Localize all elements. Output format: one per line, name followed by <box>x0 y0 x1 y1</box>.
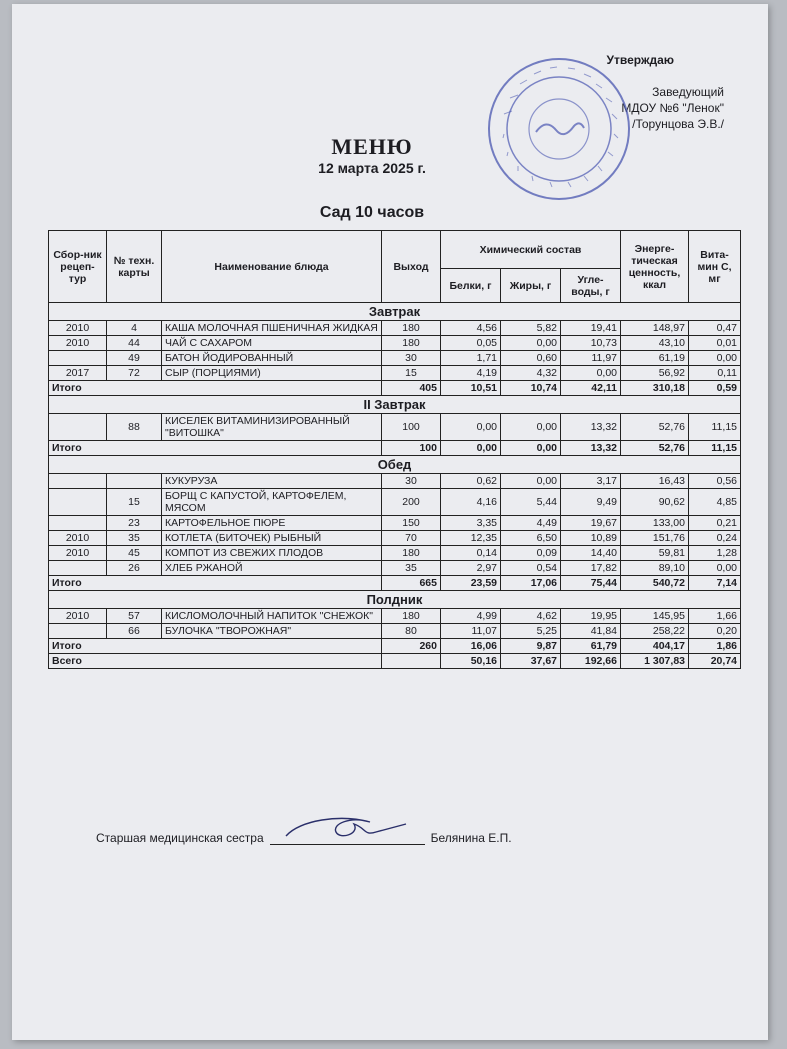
cell-fat: 0,60 <box>501 351 561 366</box>
section-header-row <box>49 456 741 474</box>
cell-dish-name: ХЛЕБ РЖАНОЙ <box>162 561 382 576</box>
col-name: Наименование блюда <box>162 231 382 303</box>
cell-protein: 0,05 <box>441 336 501 351</box>
section-title: Полдник <box>49 591 741 609</box>
cell-output: 70 <box>382 531 441 546</box>
total-label: Итого <box>49 576 382 591</box>
col-vitc: Вита-мин С, мг <box>689 231 741 303</box>
cell-output: 100 <box>382 414 441 441</box>
total-carb: 61,79 <box>561 639 621 654</box>
menu-document <box>12 4 768 1040</box>
cell-vitc: 0,21 <box>689 516 741 531</box>
cell-energy: 90,62 <box>621 489 689 516</box>
total-output: 260 <box>382 639 441 654</box>
section-header-row <box>49 396 741 414</box>
cell-fat: 0,00 <box>501 414 561 441</box>
cell-protein: 11,07 <box>441 624 501 639</box>
cell-output: 80 <box>382 624 441 639</box>
cell-source <box>49 489 107 516</box>
cell-fat: 0,54 <box>501 561 561 576</box>
cell-card: 44 <box>107 336 162 351</box>
total-energy: 52,76 <box>621 441 689 456</box>
total-fat: 17,06 <box>501 576 561 591</box>
total-fat: 10,74 <box>501 381 561 396</box>
total-energy: 310,18 <box>621 381 689 396</box>
cell-dish-name: БУЛОЧКА "ТВОРОЖНАЯ" <box>162 624 382 639</box>
cell-source <box>49 561 107 576</box>
total-vitc: 0,59 <box>689 381 741 396</box>
menu-date: 12 марта 2025 г. <box>318 160 426 176</box>
table-row <box>49 321 741 336</box>
total-vitc: 11,15 <box>689 441 741 456</box>
cell-dish-name: КИСЛОМОЛОЧНЫЙ НАПИТОК "СНЕЖОК" <box>162 609 382 624</box>
total-label: Итого <box>49 381 382 396</box>
cell-protein: 1,71 <box>441 351 501 366</box>
cell-source: 2017 <box>49 366 107 381</box>
cell-energy: 52,76 <box>621 414 689 441</box>
total-row <box>49 381 741 396</box>
total-label: Итого <box>49 639 382 654</box>
cell-vitc: 0,20 <box>689 624 741 639</box>
grand-total-output <box>382 654 441 669</box>
cell-output: 150 <box>382 516 441 531</box>
total-protein: 23,59 <box>441 576 501 591</box>
cell-fat: 0,00 <box>501 474 561 489</box>
total-output: 405 <box>382 381 441 396</box>
signature-role: Старшая медицинская сестра <box>96 831 264 845</box>
cell-source <box>49 414 107 441</box>
total-energy: 540,72 <box>621 576 689 591</box>
cell-carb: 41,84 <box>561 624 621 639</box>
cell-carb: 9,49 <box>561 489 621 516</box>
cell-source: 2010 <box>49 336 107 351</box>
cell-vitc: 0,56 <box>689 474 741 489</box>
cell-source: 2010 <box>49 531 107 546</box>
cell-energy: 258,22 <box>621 624 689 639</box>
table-row <box>49 546 741 561</box>
table-row <box>49 366 741 381</box>
cell-card: 88 <box>107 414 162 441</box>
cell-carb: 19,67 <box>561 516 621 531</box>
total-vitc: 7,14 <box>689 576 741 591</box>
cell-protein: 3,35 <box>441 516 501 531</box>
cell-protein: 4,99 <box>441 609 501 624</box>
cell-energy: 61,19 <box>621 351 689 366</box>
table-row <box>49 351 741 366</box>
menu-table-body <box>49 303 741 669</box>
cell-protein: 0,62 <box>441 474 501 489</box>
table-row <box>49 489 741 516</box>
cell-source: 2010 <box>49 321 107 336</box>
total-energy: 404,17 <box>621 639 689 654</box>
cell-vitc: 1,66 <box>689 609 741 624</box>
cell-output: 30 <box>382 351 441 366</box>
table-row <box>49 624 741 639</box>
cell-card <box>107 474 162 489</box>
cell-vitc: 0,11 <box>689 366 741 381</box>
cell-vitc: 0,01 <box>689 336 741 351</box>
cell-source <box>49 474 107 489</box>
cell-energy: 133,00 <box>621 516 689 531</box>
cell-fat: 5,25 <box>501 624 561 639</box>
cell-card: 15 <box>107 489 162 516</box>
cell-card: 72 <box>107 366 162 381</box>
cell-fat: 4,32 <box>501 366 561 381</box>
cell-dish-name: КИСЕЛЕК ВИТАМИНИЗИРОВАННЫЙ "ВИТОШКА" <box>162 414 382 441</box>
total-protein: 16,06 <box>441 639 501 654</box>
cell-carb: 10,73 <box>561 336 621 351</box>
cell-output: 180 <box>382 336 441 351</box>
section-header-row <box>49 303 741 321</box>
cell-energy: 89,10 <box>621 561 689 576</box>
cell-output: 35 <box>382 561 441 576</box>
cell-energy: 16,43 <box>621 474 689 489</box>
cell-fat: 0,09 <box>501 546 561 561</box>
cell-output: 180 <box>382 609 441 624</box>
col-chem: Химический состав <box>441 231 621 269</box>
cell-output: 30 <box>382 474 441 489</box>
cell-fat: 5,44 <box>501 489 561 516</box>
signature-line <box>270 830 425 845</box>
total-vitc: 1,86 <box>689 639 741 654</box>
cell-card: 49 <box>107 351 162 366</box>
col-fat: Жиры, г <box>501 269 561 303</box>
cell-dish-name: КОМПОТ ИЗ СВЕЖИХ ПЛОДОВ <box>162 546 382 561</box>
cell-vitc: 11,15 <box>689 414 741 441</box>
cell-dish-name: ЧАЙ С САХАРОМ <box>162 336 382 351</box>
total-label: Итого <box>49 441 382 456</box>
cell-vitc: 4,85 <box>689 489 741 516</box>
menu-table <box>48 230 741 669</box>
total-protein: 10,51 <box>441 381 501 396</box>
table-row <box>49 516 741 531</box>
approval-line-org: МДОУ №6 "Ленок" <box>621 101 724 115</box>
col-card: № техн. карты <box>107 231 162 303</box>
grand-total-fat: 37,67 <box>501 654 561 669</box>
cell-energy: 59,81 <box>621 546 689 561</box>
signature-name: Белянина Е.П. <box>430 831 512 845</box>
grand-total-vitc: 20,74 <box>689 654 741 669</box>
col-source: Сбор-ник рецеп-тур <box>49 231 107 303</box>
total-row <box>49 576 741 591</box>
cell-energy: 145,95 <box>621 609 689 624</box>
grand-total-protein: 50,16 <box>441 654 501 669</box>
grand-total-label: Всего <box>49 654 382 669</box>
cell-carb: 19,95 <box>561 609 621 624</box>
total-carb: 42,11 <box>561 381 621 396</box>
cell-card: 35 <box>107 531 162 546</box>
round-stamp-icon <box>484 54 634 204</box>
menu-title: МЕНЮ <box>331 134 413 159</box>
cell-vitc: 0,00 <box>689 561 741 576</box>
approval-line-name: /Торунцова Э.В./ <box>632 117 724 131</box>
cell-fat: 4,62 <box>501 609 561 624</box>
cell-source <box>49 516 107 531</box>
cell-fat: 6,50 <box>501 531 561 546</box>
cell-card: 4 <box>107 321 162 336</box>
cell-carb: 14,40 <box>561 546 621 561</box>
cell-output: 180 <box>382 546 441 561</box>
cell-source: 2010 <box>49 609 107 624</box>
section-title: II Завтрак <box>49 396 741 414</box>
cell-carb: 13,32 <box>561 414 621 441</box>
cell-energy: 148,97 <box>621 321 689 336</box>
grand-total-carb: 192,66 <box>561 654 621 669</box>
total-carb: 13,32 <box>561 441 621 456</box>
cell-carb: 17,82 <box>561 561 621 576</box>
cell-dish-name: СЫР (ПОРЦИЯМИ) <box>162 366 382 381</box>
cell-card: 57 <box>107 609 162 624</box>
section-header-row <box>49 591 741 609</box>
col-carb: Угле-воды, г <box>561 269 621 303</box>
signature-block <box>96 830 512 845</box>
cell-protein: 4,16 <box>441 489 501 516</box>
cell-protein: 0,14 <box>441 546 501 561</box>
cell-dish-name: КУКУРУЗА <box>162 474 382 489</box>
handwritten-signature-icon <box>280 810 420 844</box>
col-energy: Энерге-тическая ценность, ккал <box>621 231 689 303</box>
total-output: 665 <box>382 576 441 591</box>
section-title: Обед <box>49 456 741 474</box>
cell-source: 2010 <box>49 546 107 561</box>
cell-protein: 4,56 <box>441 321 501 336</box>
cell-vitc: 1,28 <box>689 546 741 561</box>
cell-vitc: 0,00 <box>689 351 741 366</box>
cell-carb: 11,97 <box>561 351 621 366</box>
section-title: Завтрак <box>49 303 741 321</box>
table-row <box>49 474 741 489</box>
cell-output: 15 <box>382 366 441 381</box>
menu-subtitle: Сад 10 часов <box>319 204 425 221</box>
table-row <box>49 561 741 576</box>
approval-line-position: Заведующий <box>652 85 724 99</box>
cell-dish-name: КАША МОЛОЧНАЯ ПШЕНИЧНАЯ ЖИДКАЯ <box>162 321 382 336</box>
cell-fat: 0,00 <box>501 336 561 351</box>
table-row <box>49 336 741 351</box>
cell-dish-name: КАРТОФЕЛЬНОЕ ПЮРЕ <box>162 516 382 531</box>
total-row <box>49 441 741 456</box>
cell-card: 23 <box>107 516 162 531</box>
cell-output: 180 <box>382 321 441 336</box>
cell-output: 200 <box>382 489 441 516</box>
total-row <box>49 639 741 654</box>
grand-total-row <box>49 654 741 669</box>
cell-carb: 0,00 <box>561 366 621 381</box>
cell-dish-name: БАТОН ЙОДИРОВАННЫЙ <box>162 351 382 366</box>
cell-protein: 4,19 <box>441 366 501 381</box>
cell-fat: 4,49 <box>501 516 561 531</box>
cell-dish-name: БОРЩ С КАПУСТОЙ, КАРТОФЕЛЕМ, МЯСОМ <box>162 489 382 516</box>
total-fat: 9,87 <box>501 639 561 654</box>
total-carb: 75,44 <box>561 576 621 591</box>
total-protein: 0,00 <box>441 441 501 456</box>
col-output: Выход <box>382 231 441 303</box>
table-row <box>49 531 741 546</box>
cell-protein: 12,35 <box>441 531 501 546</box>
cell-vitc: 0,24 <box>689 531 741 546</box>
cell-energy: 56,92 <box>621 366 689 381</box>
cell-dish-name: КОТЛЕТА (БИТОЧЕК) РЫБНЫЙ <box>162 531 382 546</box>
col-protein: Белки, г <box>441 269 501 303</box>
cell-carb: 10,89 <box>561 531 621 546</box>
cell-source <box>49 624 107 639</box>
cell-vitc: 0,47 <box>689 321 741 336</box>
grand-total-energy: 1 307,83 <box>621 654 689 669</box>
cell-source <box>49 351 107 366</box>
cell-energy: 43,10 <box>621 336 689 351</box>
cell-protein: 0,00 <box>441 414 501 441</box>
total-output: 100 <box>382 441 441 456</box>
cell-carb: 19,41 <box>561 321 621 336</box>
table-row <box>49 414 741 441</box>
cell-protein: 2,97 <box>441 561 501 576</box>
cell-carb: 3,17 <box>561 474 621 489</box>
cell-fat: 5,82 <box>501 321 561 336</box>
cell-energy: 151,76 <box>621 531 689 546</box>
approval-heading: Утверждаю <box>606 53 674 67</box>
cell-card: 26 <box>107 561 162 576</box>
cell-card: 66 <box>107 624 162 639</box>
cell-card: 45 <box>107 546 162 561</box>
table-row <box>49 609 741 624</box>
total-fat: 0,00 <box>501 441 561 456</box>
